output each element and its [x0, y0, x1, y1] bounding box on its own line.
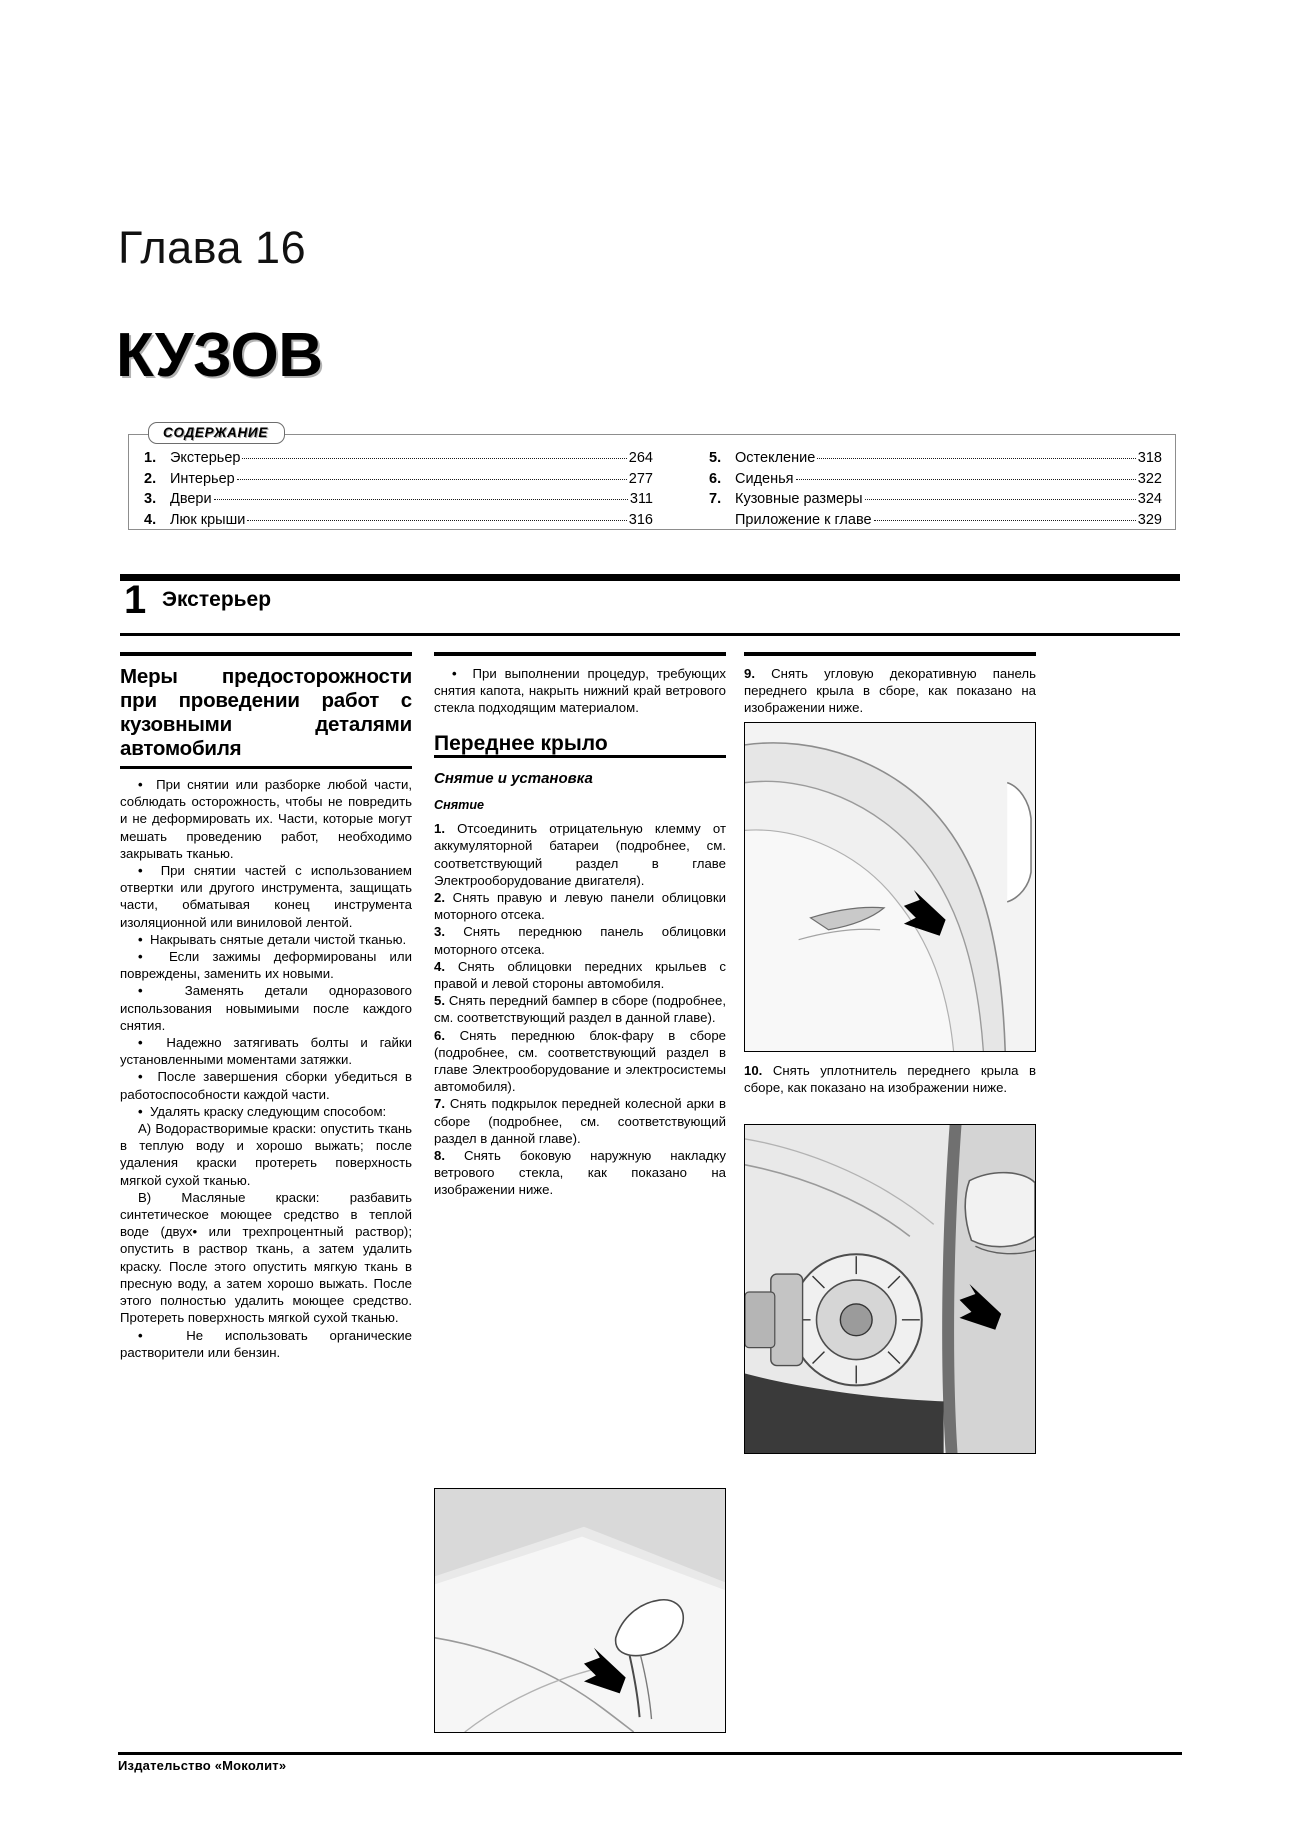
step-number: 8. — [434, 1148, 445, 1164]
toc-leader — [874, 520, 1136, 521]
paragraph: В) Масляные краски: разбавить синтетическое моющее средство в теплой воде (двух• или трехпроцентный раствор); опустить в раствор ткань, а затем удалить краску. После этого опустить мягкую ткань в пресную воду, а затем хорошо выжать. После этого полностью удалить моющее средство. Протереть поверхность мягкой сухой тканью. — [120, 1189, 412, 1326]
removal-heading: Снятие — [434, 798, 485, 813]
paragraph: • Если зажимы деформированы или повреждены, заменить их новыми. — [120, 948, 412, 982]
step-number: 1. — [434, 821, 445, 837]
text-column-2 — [434, 652, 726, 1199]
step-item — [434, 1095, 726, 1147]
paragraph: • После завершения сборки убедиться в работоспособности каждой части. — [120, 1068, 412, 1102]
step-text: Снять подкрылок передней колесной арки в сборе (подробнее, см. соответствующий раздел в данной главе). — [434, 1096, 727, 1146]
step-text: Снять переднюю панель облицовки моторного отсека. — [434, 924, 726, 957]
contents-tag: СОДЕРЖАНИЕ — [148, 422, 285, 444]
paragraph: • Заменять детали одноразового использования новымиыми после каждого снятия. — [120, 982, 412, 1034]
toc-leader — [237, 479, 627, 480]
heading-underline — [120, 766, 412, 769]
paragraph: • Накрывать снятые детали чистой тканью. — [120, 931, 412, 948]
column-rule — [434, 652, 726, 656]
text-column-1 — [120, 652, 412, 1361]
toc-row[interactable] — [709, 489, 1162, 510]
step-item — [744, 665, 1036, 717]
step-text: Снять уплотнитель переднего крыла в сборе, как показано на изображении ниже. — [744, 1063, 1036, 1096]
column-rule — [120, 652, 412, 656]
toc-number: 6. — [709, 470, 722, 487]
toc-number: 1. — [144, 450, 157, 466]
toc-number: 5. — [709, 450, 722, 466]
toc-page-number: 264 — [628, 450, 653, 466]
section-number: 1 — [124, 578, 147, 622]
step-text: Снять угловую декоративную панель переднего крыла в сборе, как показано на изображении ниже. — [744, 666, 1036, 716]
step-number: 2. — [434, 890, 445, 906]
contents-column-left — [144, 448, 653, 530]
footer-rule — [118, 1752, 1182, 1755]
step-item — [434, 958, 726, 992]
footer-publisher: Издательство «Моколит» — [118, 1758, 287, 1773]
step-item — [434, 889, 726, 923]
section-rule-top — [120, 574, 1180, 581]
step-item — [434, 1027, 726, 1096]
toc-label: Люк крыши — [170, 511, 246, 528]
toc-page-number: 318 — [1137, 450, 1162, 466]
toc-label: Сиденья — [735, 470, 794, 487]
step-number: 4. — [434, 958, 445, 974]
step-item — [434, 1147, 726, 1199]
step-number: 10. — [744, 1063, 763, 1078]
toc-number: 2. — [144, 470, 157, 487]
step-text: Снять облицовки передних крыльев с правой и левой стороны автомобиля. — [434, 958, 726, 992]
figure-illustration — [435, 1489, 725, 1732]
toc-number: 3. — [144, 491, 157, 507]
toc-page-number: 277 — [628, 470, 653, 487]
precautions-heading: Меры предосторожности при проведении работ с кузовными деталями автомобиля — [120, 665, 412, 760]
paragraph: А) Водорастворимые краски: опустить ткань в теплую воду и хорошо выжать; после удаления краски протереть поверхность мягкой сухой тканью. — [120, 1121, 412, 1188]
toc-row[interactable] — [144, 489, 653, 510]
toc-row[interactable] — [709, 510, 1162, 531]
toc-row[interactable] — [709, 469, 1162, 490]
toc-page-number: 324 — [1137, 491, 1162, 507]
toc-page-number: 311 — [629, 491, 653, 507]
toc-number: 4. — [144, 511, 157, 528]
step-text: Снять переднюю блок-фару в сборе (подробнее, см. соответствующий раздел в главе Электрооборудование и электросистемы автомобиля). — [434, 1027, 726, 1095]
step-text: Снять передний бампер в сборе (подробнее, см. соответствующий раздел в данной главе). — [434, 993, 726, 1026]
figure-illustration — [745, 1125, 1035, 1453]
toc-row[interactable] — [144, 510, 653, 531]
step-number: 5. — [434, 993, 445, 1009]
toc-leader — [247, 520, 626, 521]
contents-columns — [128, 448, 1176, 530]
section-rule-bottom — [120, 633, 1180, 636]
figure-illustration — [745, 723, 1035, 1051]
page-title: КУЗОВ — [116, 321, 323, 390]
step-item — [434, 923, 726, 957]
column-rule — [744, 652, 1036, 656]
step-item — [434, 992, 726, 1026]
toc-page-number: 316 — [628, 511, 653, 528]
paragraph: • При выполнении процедур, требующих снятия капота, накрыть нижний край ветрового стекла подходящим материалом. — [434, 665, 726, 717]
paragraph: • Удалять краску следующим способом: — [120, 1103, 412, 1120]
step-item — [744, 1062, 1036, 1096]
toc-leader — [865, 499, 1136, 500]
step-text: Снять боковую наружную накладку ветрового стекла, как показано на изображении ниже. — [434, 1148, 727, 1198]
toc-label: Остекление — [735, 450, 816, 466]
front-fender-heading: Переднее крыло — [434, 731, 608, 755]
toc-leader — [242, 458, 626, 459]
toc-leader — [817, 458, 1136, 459]
paragraph: • Надежно затягивать болты и гайки установленными моментами затяжки. — [120, 1034, 412, 1068]
paragraph: • При снятии или разборке любой части, соблюдать осторожность, чтобы не повредить и не деформировать их. Части, которые могут мешать проведению работ, необходимо закрывать тканью. — [120, 776, 412, 862]
step-text: Отсоединить отрицательную клемму от аккумуляторной батареи (подробнее, см. соответствующий раздел в главе Электрооборудование двигателя). — [434, 821, 726, 888]
figure-corner-trim-panel — [744, 722, 1036, 1052]
toc-label: Интерьер — [170, 470, 235, 487]
toc-label: Экстерьер — [170, 450, 241, 466]
paragraph: • При снятии частей с использованием отвертки или другого инструмента, защищать части, обматывая конец инструмента изоляционной или виниловой лентой. — [120, 862, 412, 931]
chapter-label: Глава 16 — [118, 222, 307, 273]
toc-label: Приложение к главе — [735, 511, 872, 528]
removal-install-heading: Снятие и установка — [434, 769, 593, 787]
step-text: Снять правую и левую панели облицовки моторного отсека. — [434, 890, 726, 923]
step-number: 6. — [434, 1027, 445, 1043]
paragraph: • Не использовать органические растворители или бензин. — [120, 1327, 412, 1361]
toc-row[interactable] — [144, 469, 653, 490]
toc-page-number: 322 — [1137, 470, 1162, 487]
contents-column-right — [653, 448, 1162, 530]
toc-label: Двери — [170, 491, 212, 507]
figure-fender-weatherstrip — [744, 1124, 1036, 1454]
section-title: Экстерьер — [162, 588, 272, 611]
toc-leader — [796, 479, 1136, 480]
toc-number: 7. — [709, 491, 722, 507]
step-number: 7. — [434, 1096, 445, 1112]
toc-row[interactable] — [144, 448, 653, 469]
text-column-3 — [744, 652, 1036, 717]
toc-label: Кузовные размеры — [735, 491, 863, 507]
heading-underline — [434, 755, 726, 758]
step-number: 9. — [744, 666, 755, 681]
step-number: 3. — [434, 924, 445, 940]
toc-row[interactable] — [709, 448, 1162, 469]
step-item — [434, 820, 726, 889]
figure-windshield-moulding — [434, 1488, 726, 1733]
toc-leader — [214, 499, 628, 500]
toc-page-number: 329 — [1137, 511, 1162, 528]
